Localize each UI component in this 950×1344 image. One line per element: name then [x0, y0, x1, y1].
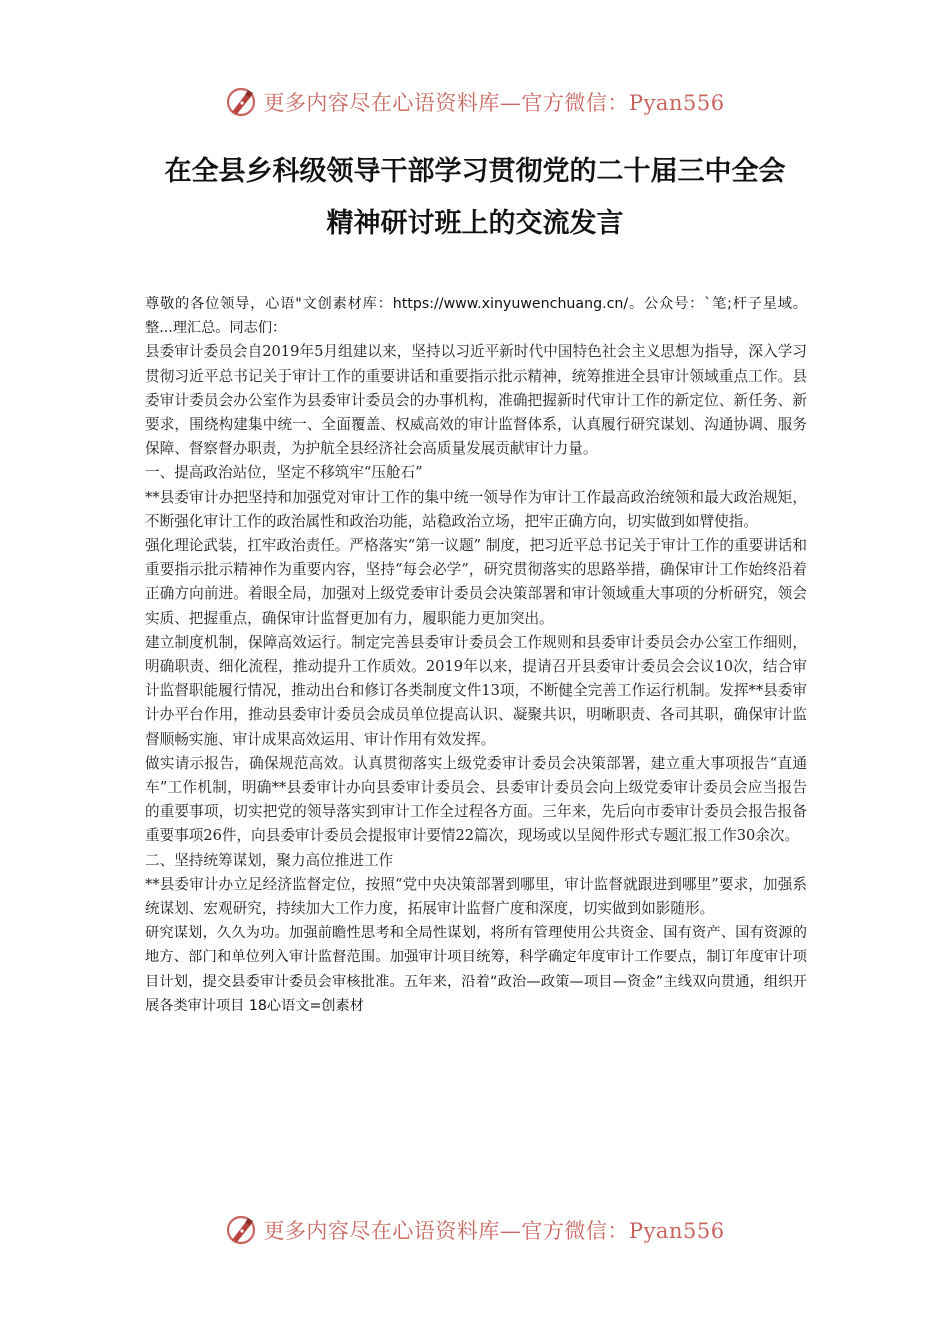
title-line-1: 在全县乡科级领导干部学习贯彻党的二十届三中全会	[164, 156, 786, 187]
body-paragraph: 建立制度机制，保障高效运行。制定完善县委审计委员会工作规则和县委审计委员会办公室工作细则，明确职责、细化流程，推动提升工作质效。2019年以来，提请召开县委审计委员会会议10次，结合审计监督职能履行情况，推动出台和修订各类制度文件13项，不断健全完善工作运行机制。发挥**县委审计办平台作用，推动县委审计委员会成员单位提高认识、凝聚共识，明晰职责、各司其职，确保审计监督顺畅实施、审计成果高效运用、审计作用有效发挥。	[145, 633, 807, 748]
section-heading-1: 一、提高政治站位，坚定不移筑牢“压舱石”	[145, 464, 423, 482]
section-heading-2: 二、坚持统筹谋划，聚力高位推进工作	[145, 851, 394, 869]
body-paragraph: **县委审计办把坚持和加强党对审计工作的集中统一领导作为审计工作最高政治统领和最大政治规矩，不断强化审计工作的政治属性和政治功能，站稳政治立场，把牢正确方向，切实做到如臂使指。	[145, 488, 807, 530]
body-paragraph: 做实请示报告，确保规范高效。认真贯彻落实上级党委审计委员会决策部署，建立重大事项报告“直通车”工作机制，明确**县委审计办向县委审计委员会、县委审计委员会向上级党委审计委员会应当报告的重要事项，切实把党的领导落实到审计工作全过程各方面。三年来，先后向市委审计委员会报告报备重要事项26件，向县委审计委员会提报审计要情22篇次，现场或以呈阅件形式专题汇报工作30余次。	[145, 754, 807, 845]
document-body	[145, 292, 807, 1018]
title-line-2: 精神研讨班上的交流发言	[326, 208, 624, 239]
banner-text: 更多内容尽在心语资料库—官方微信：Pyan556	[263, 91, 725, 115]
greeting-paragraph: 尊敬的各位领导，心语"文创素材库：https://www.xinyuwenchuang.cn/。公众号：`笔;杆子星域。整...理汇总。同志们：	[145, 296, 807, 337]
body-paragraph: 县委审计委员会自2019年5月组建以来，坚持以习近平新时代中国特色社会主义思想为指导，深入学习贯彻习近平总书记关于审计工作的重要讲话和重要指示批示精神，统筹推进全县审计领域重点工作。县委审计委员会办公室作为县委审计委员会的办事机构，准确把握新时代审计工作的新定位、新任务、新要求，围绕构建集中统一、全面覆盖、权威高效的审计监督体系，认真履行研究谋划、沟通协调、服务保障、督察督办职责，为护航全县经济社会高质量发展贡献审计力量。	[145, 343, 807, 458]
document-title	[100, 146, 850, 250]
pen-nib-icon	[225, 1214, 257, 1246]
closing-paragraph: 研究谋划，久久为功。加强前瞻性思考和全局性谋划，将所有管理使用公共资金、国有资产、国有资源的地方、部门和单位列入审计监督范围。加强审计项目统筹，科学确定年度审计工作要点，制订年度审计项目计划，提交县委审计委员会审核批准。五年来，沿着“政治—政策—项目—资金”主线双向贯通，组织开展各类审计项目 18心语文=创素材	[145, 925, 807, 1014]
footer-banner	[0, 1210, 950, 1250]
header-banner	[0, 82, 950, 122]
body-paragraph: 强化理论武装，扛牢政治责任。严格落实“第一议题” 制度，把习近平总书记关于审计工作的重要讲话和重要指示批示精神作为重要内容，坚持“每会必学”，研究贯彻落实的思路举措，确保审计工作始终沿着正确方向前进。着眼全局，加强对上级党委审计委员会决策部署和审计领域重大事项的分析研究，领会实质、把握重点，确保审计监督更加有力，履职能力更加突出。	[145, 537, 807, 627]
banner-text: 更多内容尽在心语资料库—官方微信：Pyan556	[263, 1219, 725, 1243]
body-paragraph: **县委审计办立足经济监督定位，按照“党中央决策部署到哪里，审计监督就跟进到哪里”要求，加强系统谋划、宏观研究，持续加大工作力度，拓展审计监督广度和深度，切实做到如影随形。	[145, 875, 807, 918]
pen-nib-icon	[225, 86, 257, 118]
